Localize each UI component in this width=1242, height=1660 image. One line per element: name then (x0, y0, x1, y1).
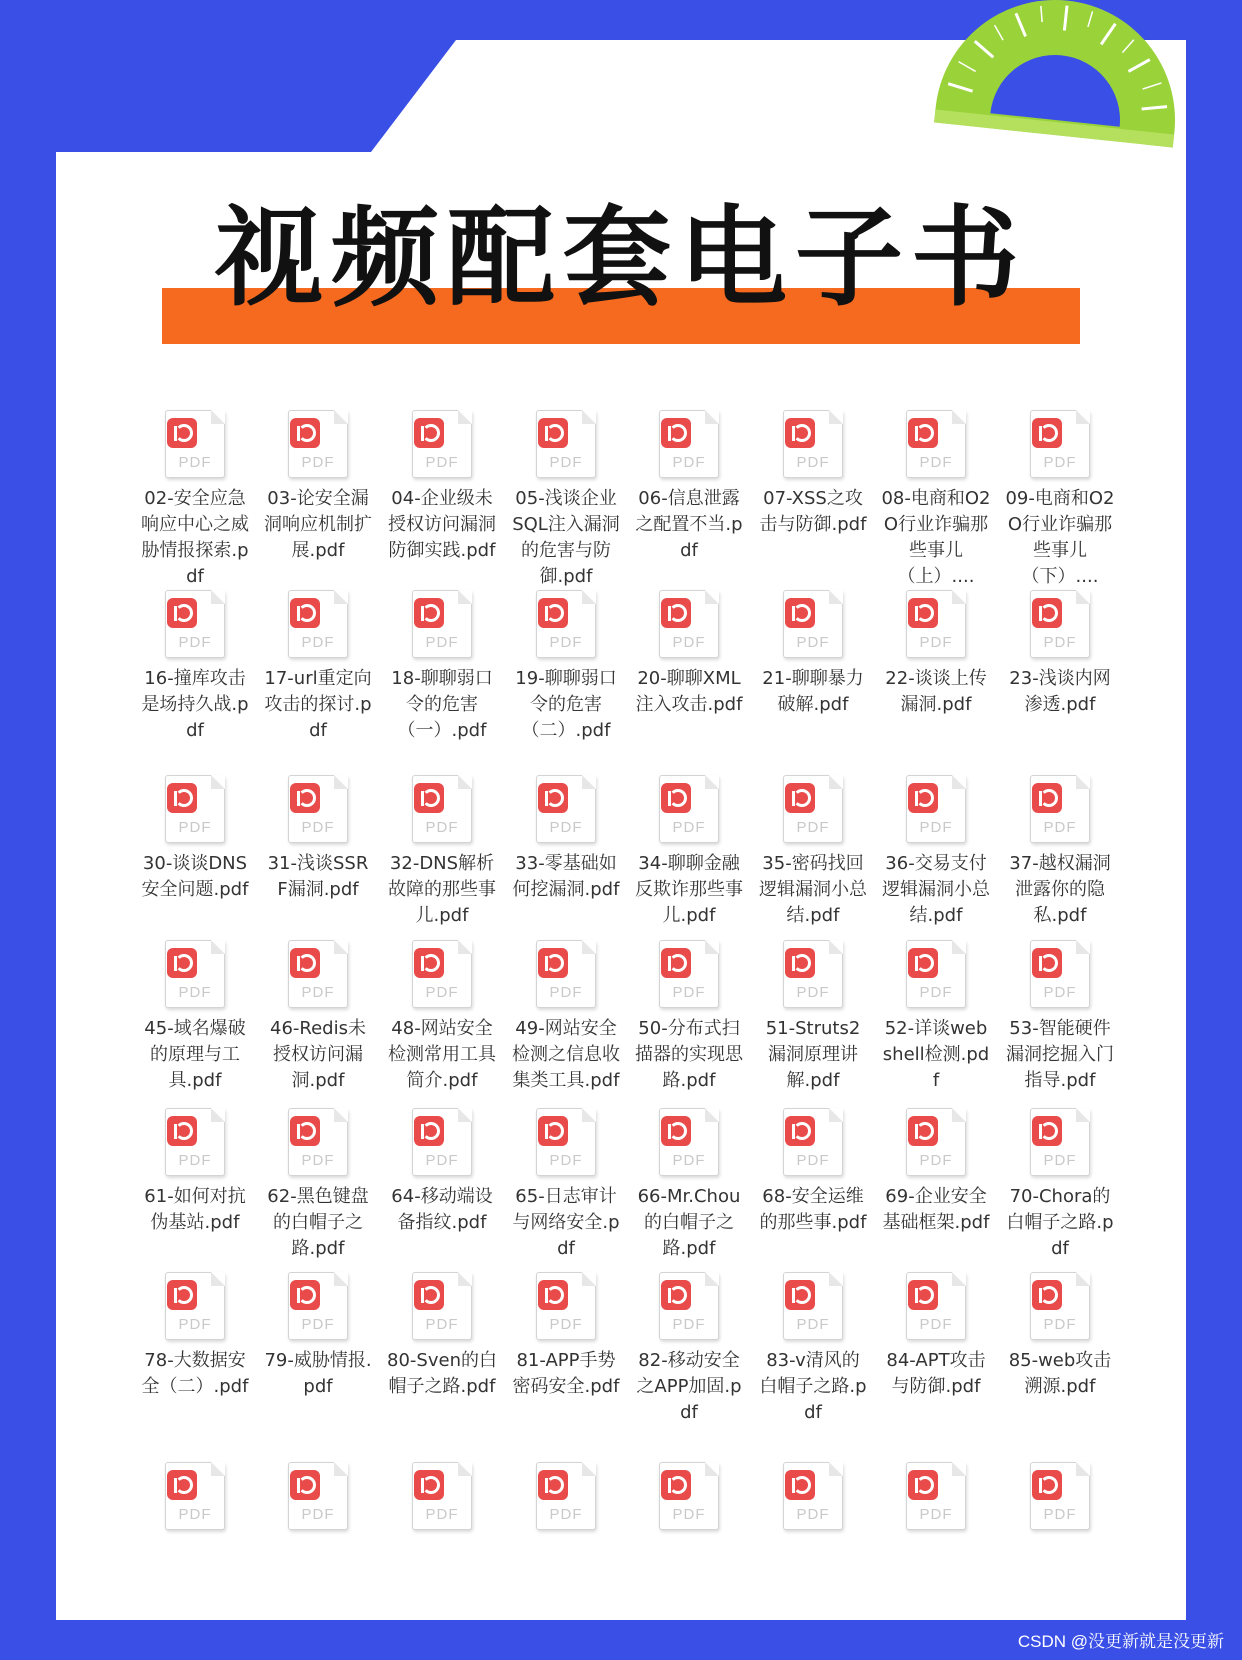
pdf-icon (288, 775, 348, 843)
file-name: 34-聊聊金融反欺诈那些事儿.pdf (635, 853, 743, 926)
pdf-icon (659, 1108, 719, 1176)
file-name: 23-浅谈内网渗透.pdf (1009, 668, 1111, 715)
file-row (140, 590, 1115, 770)
pdf-file-item[interactable] (511, 1108, 621, 1262)
pdf-icon-label: PDF (301, 984, 335, 1001)
file-name: 31-浅谈SSRF漏洞.pdf (267, 853, 369, 900)
pdf-icon (1030, 1272, 1090, 1340)
pdf-icon (412, 590, 472, 658)
pdf-icon (783, 940, 843, 1008)
pdf-icon-label: PDF (1043, 1506, 1077, 1523)
pdf-file-item[interactable] (140, 775, 250, 903)
file-row (140, 410, 1115, 590)
pdf-file-item[interactable] (758, 1272, 868, 1426)
pdf-icon (536, 1462, 596, 1530)
file-name: 66-Mr.Chou的白帽子之路.pdf (637, 1186, 741, 1259)
file-name: 68-安全运维的那些事.pdf (759, 1186, 867, 1233)
file-row (140, 1108, 1115, 1288)
pdf-icon (1030, 410, 1090, 478)
pdf-file-item[interactable] (758, 410, 868, 538)
pdf-icon (536, 775, 596, 843)
file-name: 65-日志审计与网络安全.pdf (512, 1186, 620, 1259)
file-name: 53-智能硬件漏洞挖掘入门指导.pdf (1006, 1018, 1114, 1091)
pdf-file-item[interactable] (140, 940, 250, 1094)
pdf-icon (906, 590, 966, 658)
pdf-icon-label: PDF (549, 1316, 583, 1333)
file-name: 48-网站安全检测常用工具简介.pdf (388, 1018, 496, 1091)
pdf-icon-label: PDF (672, 1316, 706, 1333)
pdf-file-item[interactable] (140, 1462, 250, 1530)
pdf-file-item[interactable] (1005, 1462, 1115, 1530)
pdf-icon (412, 940, 472, 1008)
file-name: 32-DNS解析故障的那些事儿.pdf (388, 853, 496, 926)
pdf-icon-label: PDF (425, 634, 459, 651)
pdf-icon (906, 410, 966, 478)
pdf-icon (536, 1272, 596, 1340)
pdf-icon-label: PDF (549, 1152, 583, 1169)
pdf-file-item[interactable] (758, 1108, 868, 1236)
pdf-icon-label: PDF (796, 1152, 830, 1169)
pdf-file-item[interactable] (140, 410, 250, 590)
file-name: 79-威胁情报.pdf (264, 1350, 372, 1397)
file-name: 45-域名爆破的原理与工具.pdf (144, 1018, 246, 1091)
pdf-file-item[interactable] (387, 775, 497, 929)
page-title: 视频配套电子书 (214, 196, 1027, 321)
pdf-icon-label: PDF (796, 984, 830, 1001)
pdf-icon (906, 940, 966, 1008)
pdf-icon-label: PDF (672, 984, 706, 1001)
pdf-icon-label: PDF (425, 1152, 459, 1169)
file-name: 81-APP手势密码安全.pdf (512, 1350, 620, 1397)
pdf-file-item[interactable] (758, 775, 868, 929)
file-name: 78-大数据安全（二）.pdf (141, 1350, 249, 1397)
pdf-icon-label: PDF (178, 984, 212, 1001)
pdf-icon-label: PDF (178, 454, 212, 471)
pdf-icon-label: PDF (919, 454, 953, 471)
pdf-icon-label: PDF (919, 1316, 953, 1333)
pdf-icon-label: PDF (796, 1506, 830, 1523)
pdf-icon (659, 940, 719, 1008)
pdf-icon (1030, 590, 1090, 658)
pdf-icon-label: PDF (672, 819, 706, 836)
file-name: 09-电商和O2O行业诈骗那些事儿（下）.... (1005, 488, 1115, 587)
file-row (140, 775, 1115, 955)
pdf-file-item[interactable] (387, 1108, 497, 1236)
pdf-icon (412, 1272, 472, 1340)
pdf-icon-label: PDF (549, 634, 583, 651)
pdf-icon (288, 410, 348, 478)
pdf-file-item[interactable] (1005, 1108, 1115, 1262)
pdf-icon-label: PDF (1043, 1152, 1077, 1169)
pdf-file-item[interactable] (1005, 775, 1115, 929)
file-name: 83-v清风的白帽子之路.pdf (759, 1350, 867, 1423)
pdf-icon-label: PDF (919, 1506, 953, 1523)
pdf-icon (288, 1272, 348, 1340)
pdf-file-item[interactable] (1005, 590, 1115, 718)
pdf-icon-label: PDF (425, 984, 459, 1001)
pdf-icon-label: PDF (1043, 819, 1077, 836)
file-name: 85-web攻击溯源.pdf (1008, 1350, 1112, 1397)
pdf-icon-label: PDF (549, 984, 583, 1001)
pdf-file-item[interactable] (634, 590, 744, 718)
pdf-icon-label: PDF (301, 1506, 335, 1523)
pdf-file-item[interactable] (634, 775, 744, 929)
pdf-icon (1030, 1462, 1090, 1530)
pdf-file-item[interactable] (511, 1272, 621, 1400)
file-name: 03-论安全漏洞响应机制扩展.pdf (264, 488, 372, 561)
file-name: 17-url重定向攻击的探讨.pdf (264, 668, 372, 741)
pdf-file-item[interactable] (634, 1108, 744, 1262)
pdf-icon-label: PDF (549, 454, 583, 471)
pdf-icon-label: PDF (425, 1506, 459, 1523)
file-name: 64-移动端设备指纹.pdf (391, 1186, 493, 1233)
file-name: 33-零基础如何挖漏洞.pdf (512, 853, 620, 900)
file-name: 35-密码找回逻辑漏洞小总结.pdf (759, 853, 867, 926)
pdf-icon (288, 940, 348, 1008)
pdf-file-item[interactable] (881, 775, 991, 929)
pdf-icon (783, 1108, 843, 1176)
file-name: 62-黑色键盘的白帽子之路.pdf (267, 1186, 369, 1259)
pdf-file-item[interactable] (634, 940, 744, 1094)
pdf-file-item[interactable] (881, 940, 991, 1094)
pdf-file-item[interactable] (881, 1272, 991, 1400)
pdf-icon (1030, 1108, 1090, 1176)
pdf-icon-label: PDF (919, 984, 953, 1001)
watermark: CSDN @没更新就是没更新 (1017, 1632, 1224, 1651)
pdf-icon-label: PDF (425, 454, 459, 471)
pdf-icon (412, 1108, 472, 1176)
pdf-icon-label: PDF (549, 1506, 583, 1523)
file-name: 30-谈谈DNS安全问题.pdf (141, 853, 249, 900)
pdf-icon (412, 1462, 472, 1530)
file-name: 07-XSS之攻击与防御.pdf (759, 488, 867, 535)
pdf-file-item[interactable] (511, 590, 621, 744)
pdf-file-item[interactable] (263, 590, 373, 744)
pdf-file-item[interactable] (387, 940, 497, 1094)
file-name: 08-电商和O2O行业诈骗那些事儿（上）.... (881, 488, 991, 587)
pdf-file-item[interactable] (511, 1462, 621, 1530)
file-name: 02-安全应急响应中心之威胁情报探索.pdf (141, 488, 249, 587)
pdf-icon (165, 1108, 225, 1176)
pdf-file-item[interactable] (758, 1462, 868, 1530)
pdf-file-item[interactable] (881, 590, 991, 718)
pdf-icon (783, 590, 843, 658)
pdf-icon (783, 1462, 843, 1530)
pdf-icon (783, 410, 843, 478)
pdf-icon-label: PDF (178, 1316, 212, 1333)
file-name: 19-聊聊弱口令的危害（二）.pdf (515, 668, 617, 741)
pdf-file-item[interactable] (263, 775, 373, 903)
file-name: 69-企业安全基础框架.pdf (882, 1186, 990, 1233)
pdf-file-item[interactable] (1005, 940, 1115, 1094)
file-name: 50-分布式扫描器的实现思路.pdf (635, 1018, 743, 1091)
pdf-icon (288, 1108, 348, 1176)
file-name: 16-撞库攻击是场持久战.pdf (141, 668, 249, 741)
file-name: 04-企业级未授权访问漏洞防御实践.pdf (388, 488, 496, 561)
pdf-icon-label: PDF (549, 819, 583, 836)
pdf-file-item[interactable] (758, 590, 868, 718)
file-name: 18-聊聊弱口令的危害（一）.pdf (391, 668, 493, 741)
pdf-file-item[interactable] (881, 1108, 991, 1236)
pdf-icon (659, 1272, 719, 1340)
pdf-icon (165, 1462, 225, 1530)
pdf-icon-label: PDF (1043, 984, 1077, 1001)
pdf-icon (659, 410, 719, 478)
file-name: 21-聊聊暴力破解.pdf (762, 668, 864, 715)
pdf-icon (1030, 775, 1090, 843)
pdf-icon-label: PDF (301, 1152, 335, 1169)
pdf-icon (659, 775, 719, 843)
pdf-icon-label: PDF (919, 1152, 953, 1169)
pdf-file-item[interactable] (1005, 410, 1115, 590)
pdf-file-item[interactable] (387, 1462, 497, 1530)
pdf-icon-label: PDF (672, 454, 706, 471)
file-name: 82-移动安全之APP加固.pdf (636, 1350, 742, 1423)
pdf-icon-label: PDF (672, 1506, 706, 1523)
pdf-icon-label: PDF (301, 634, 335, 651)
pdf-file-item[interactable] (263, 1108, 373, 1262)
file-row (140, 1272, 1115, 1452)
pdf-icon (536, 410, 596, 478)
pdf-icon-label: PDF (796, 1316, 830, 1333)
pdf-icon-label: PDF (301, 819, 335, 836)
pdf-icon-label: PDF (425, 1316, 459, 1333)
pdf-file-item[interactable] (881, 410, 991, 590)
pdf-file-item[interactable] (387, 1272, 497, 1400)
file-name: 20-聊聊XML注入攻击.pdf (635, 668, 743, 715)
pdf-icon (412, 775, 472, 843)
pdf-file-item[interactable] (263, 410, 373, 564)
protractor-icon (915, 0, 1195, 150)
pdf-icon (536, 940, 596, 1008)
pdf-icon-label: PDF (425, 819, 459, 836)
pdf-icon-label: PDF (301, 454, 335, 471)
pdf-icon-label: PDF (672, 634, 706, 651)
pdf-icon (165, 940, 225, 1008)
pdf-icon (1030, 940, 1090, 1008)
pdf-file-item[interactable] (263, 1462, 373, 1530)
pdf-file-item[interactable] (140, 590, 250, 744)
pdf-icon-label: PDF (796, 454, 830, 471)
pdf-icon (536, 590, 596, 658)
pdf-icon-label: PDF (178, 634, 212, 651)
pdf-icon (906, 1462, 966, 1530)
file-name: 61-如何对抗伪基站.pdf (144, 1186, 246, 1233)
pdf-icon-label: PDF (796, 634, 830, 651)
pdf-icon (412, 410, 472, 478)
pdf-icon (165, 1272, 225, 1340)
pdf-icon (906, 1272, 966, 1340)
pdf-file-item[interactable] (387, 590, 497, 744)
file-row (140, 1462, 1115, 1642)
pdf-file-item[interactable] (140, 1108, 250, 1236)
pdf-icon-label: PDF (178, 819, 212, 836)
pdf-icon (906, 775, 966, 843)
file-row (140, 940, 1115, 1120)
pdf-file-item[interactable] (634, 410, 744, 564)
pdf-icon-label: PDF (1043, 1316, 1077, 1333)
pdf-file-item[interactable] (387, 410, 497, 564)
pdf-icon (659, 590, 719, 658)
file-name: 05-浅谈企业SQL注入漏洞的危害与防御.pdf (512, 488, 620, 587)
pdf-icon (165, 410, 225, 478)
pdf-icon-label: PDF (178, 1152, 212, 1169)
pdf-file-item[interactable] (263, 940, 373, 1094)
pdf-icon-label: PDF (1043, 634, 1077, 651)
pdf-icon-label: PDF (919, 819, 953, 836)
file-name: 06-信息泄露之配置不当.pdf (635, 488, 743, 561)
pdf-icon-label: PDF (672, 1152, 706, 1169)
pdf-file-item[interactable] (634, 1462, 744, 1530)
pdf-icon-label: PDF (796, 819, 830, 836)
file-name: 36-交易支付逻辑漏洞小总结.pdf (882, 853, 990, 926)
file-name: 49-网站安全检测之信息收集类工具.pdf (512, 1018, 620, 1091)
pdf-file-item[interactable] (140, 1272, 250, 1400)
file-name: 84-APT攻击与防御.pdf (886, 1350, 986, 1397)
file-name: 70-Chora的白帽子之路.pdf (1006, 1186, 1114, 1259)
pdf-file-item[interactable] (263, 1272, 373, 1400)
pdf-icon (906, 1108, 966, 1176)
pdf-file-item[interactable] (511, 940, 621, 1094)
pdf-icon (288, 1462, 348, 1530)
pdf-icon (783, 775, 843, 843)
pdf-icon-label: PDF (919, 634, 953, 651)
file-name: 80-Sven的白帽子之路.pdf (387, 1350, 497, 1397)
pdf-file-item[interactable] (511, 410, 621, 590)
pdf-icon-label: PDF (301, 1316, 335, 1333)
pdf-icon (165, 590, 225, 658)
pdf-icon (165, 775, 225, 843)
pdf-icon (288, 590, 348, 658)
pdf-icon (783, 1272, 843, 1340)
pdf-file-item[interactable] (881, 1462, 991, 1530)
file-name: 46-Redis未授权访问漏洞.pdf (270, 1018, 366, 1091)
pdf-icon (659, 1462, 719, 1530)
file-name: 51-Struts2漏洞原理讲解.pdf (765, 1018, 861, 1091)
pdf-file-item[interactable] (1005, 1272, 1115, 1400)
file-name: 22-谈谈上传漏洞.pdf (885, 668, 987, 715)
pdf-file-item[interactable] (634, 1272, 744, 1426)
pdf-icon (536, 1108, 596, 1176)
pdf-icon-label: PDF (1043, 454, 1077, 471)
file-name: 52-详谈webshell检测.pdf (882, 1018, 990, 1091)
pdf-file-item[interactable] (511, 775, 621, 903)
file-name: 37-越权漏洞泄露你的隐私.pdf (1009, 853, 1111, 926)
pdf-icon-label: PDF (178, 1506, 212, 1523)
pdf-file-item[interactable] (758, 940, 868, 1094)
